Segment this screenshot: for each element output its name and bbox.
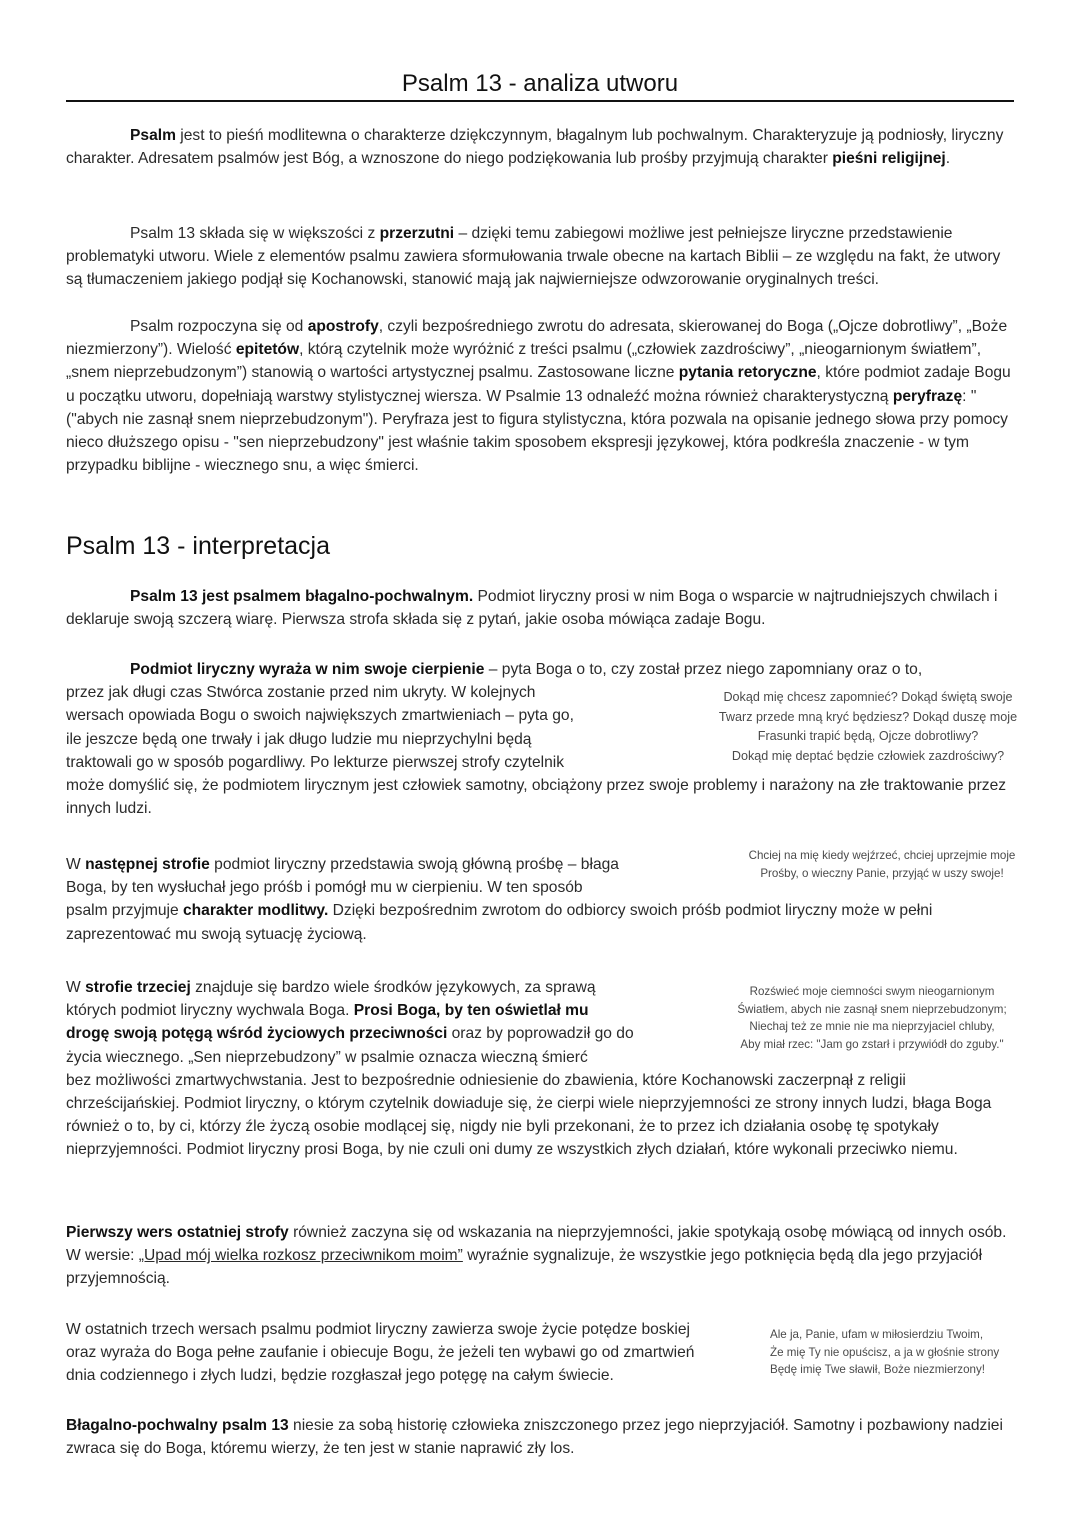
quote-line: Ale ja, Panie, ufam w miłosierdziu Twoim, [770, 1328, 984, 1341]
term-rhetorical-questions: pytania retoryczne [678, 364, 817, 382]
text: jest to pieśń modlitewna o charakterze dziękczynnym, błagalnym lub pochwalnym. Charakteryzuje ją podniosły, liryczny charakter. Adresatem psalmów jest Bóg, a wznoszone do niego podziękowania lub prośby przyjmują charakter [66, 127, 1004, 168]
paragraph-last-stanza [66, 1221, 1016, 1291]
text: , czyli bezpośredniego zwrotu do adresata, skierowanej do Boga („Ojcze dobrotliwy”, „Boże niezmierzony”). Wielość [66, 318, 1008, 359]
term-first-verse: Pierwszy wers ostatniej strofy [66, 1224, 289, 1241]
term-psalm-type: Psalm 13 jest psalmem błagalno-pochwalnym. [130, 588, 474, 605]
title-divider [66, 100, 1014, 102]
text: – dzięki temu zabiegowi możliwe jest pełniejsze liryczne przedstawienie problematyki utworu. Wiele z elementów psalmu zawiera sformułowania trwale obecne na kartach Biblii – ze względu na fakt, że utwory są tłumaczeniem jakiego podjął się Kochanowski, stanowić mają jak najwierniejsze odwzorowanie oryginalnych treści. [66, 225, 1001, 289]
text-line: traktowali go w sposób pogardliwy. Po lekturze pierwszej strofy czytelnik [66, 753, 565, 771]
section-heading: Psalm 13 - interpretacja [66, 532, 331, 560]
term-enjambment: przerzutni [379, 225, 455, 242]
paragraph-devices [66, 315, 1016, 477]
quote-line: Będę imię Twe sławił, Boże niezmierzony! [770, 1363, 986, 1376]
text: również zaczyna się od wskazania na nieprzyjemności, jakie spotykają osobę mówiącą od innych osób. W wersie: [66, 1224, 1007, 1265]
text: , które podmiot zadaje Bogu u początku utworu, dopełniają warstwy stylistycznej wiersza. W Psalmie 13 odnaleźć można również charakterystyczną [66, 364, 1011, 405]
quote-stanza-1 [688, 688, 1048, 766]
text-line: ile jeszcze będą one trwały i jak długo ludzie mu nieprzychylni będą [66, 730, 532, 748]
text-line: Boga, by ten wysłuchał jego próśb i pomógł mu w cierpieniu. W ten sposób [66, 879, 583, 897]
text-line: dnia codziennego i złych ludzi, będzie rozgłaszał jego potęgę na całym świecie. [66, 1367, 614, 1385]
term-apostrophe: apostrofy [307, 318, 379, 335]
quote-line: Niechaj też ze mnie nie ma nieprzyjaciel chluby, [749, 1020, 995, 1033]
term-epithets: epitetów [235, 341, 300, 359]
quote-line: Dokąd mię chcesz zapomnieć? Dokąd świętą swoje [723, 690, 1013, 704]
text-line: przez jak długi czas Stwórca zostanie przed nim ukryty. W kolejnych [66, 684, 536, 702]
text: których podmiot liryczny wychwala Boga. [66, 1002, 354, 1020]
quote-line: Prośby, o wieczny Panie, przyjąć w uszy swoje! [760, 867, 1004, 880]
text-block [66, 899, 1016, 945]
text: . [945, 150, 951, 168]
text-line [66, 658, 1026, 681]
quote-line: Dokąd mię deptać będzie człowiek zazdrościwy? [731, 748, 1005, 763]
quote-stanza-3 [702, 983, 1042, 1053]
quote-line: Frasunki trapić będą, Ojcze dobrotliwy? [757, 729, 979, 743]
text: Psalm rozpoczyna się od [130, 318, 308, 335]
paragraph-enjambment [66, 222, 1016, 292]
quote-line: Rozświeć moje ciemności swym nieogarnionym [749, 985, 995, 998]
text-line: W ostatnich trzech wersach psalmu podmiot liryczny zawierza swoje życie potędze boskiej [66, 1321, 691, 1338]
quote-line: Twarz przede mną kryć będziesz? Dokąd duszę moje [718, 709, 1018, 724]
text-line: oraz wyraża do Boga pełne zaufanie i obiecuje Bogu, że jeżeli ten wybawi go od zmartwień [66, 1344, 695, 1362]
quote-stanza-4 [770, 1326, 1045, 1379]
term-prayer: charakter modlitwy. [182, 902, 329, 920]
text-block: bez możliwości zmartwychwstania. Jest to bezpośrednie odniesienie do zbawienia, które Kochanowski zaczerpnął z religii chrześcijańskiej. Podmiot liryczny, o którym czytelnik dowiaduje się, że cierpi wiele nieprzyjemności ze strony innych ludzi, błaga Boga również o to, by ci, którzy źle życzą osobie modlącej się, nigdy nie byli przekonani, że to przez ich działania osobę tę spotykały nieprzyjemności. Podmiot liryczny prosi Boga, by nie czuli oni dumy ze wszystkich złych działań, które wykonali przeciwko niemu. [66, 1071, 992, 1159]
text: Psalm 13 składa się w większości z [130, 225, 380, 242]
term-summary: Błagalno-pochwalny psalm 13 [66, 1417, 289, 1434]
paragraph-type [66, 585, 1016, 631]
text: , którą czytelnik może wyróżnić z treści psalmu („człowiek zazdrościwy”, „nieogarnionym światłem”, „snem nieprzebudzonym”) stanowią o wartości artystycznej psalmu. Zastosowane liczne [66, 341, 982, 382]
text: wyraźnie sygnalizuje, że wszystkie jego potknięcia będą dla jego przyjaciół przyjemnością. [66, 1247, 983, 1288]
quote-line: Że mię Ty nie opuścisz, a ja w głośnie strony [770, 1345, 1000, 1359]
term-periphrasis: peryfrazę [892, 387, 963, 405]
quote-line: Światłem, abych nie zasnął snem nieprzebudzonym; [737, 1002, 1007, 1016]
term-psalm: Psalm [130, 127, 176, 144]
text-block: może domyślić się, że podmiotem lirycznym jest człowiek samotny, obciążony przez swoje problemy i narażony na złe traktowanie przez innych ludzi. [66, 777, 1007, 818]
term-suffering: Podmiot liryczny wyraża w nim swoje cierpienie [130, 661, 485, 678]
text: oraz by poprowadził go do [447, 1025, 634, 1043]
term-path-strength: drogę swoją potęgą wśród życiowych przeciwności [66, 1025, 448, 1043]
text: Dzięki bezpośrednim zwrotom do odbiorcy swoich próśb podmiot liryczny może w pełni zaprezentować mu swoją sytuację życiową. [66, 902, 933, 943]
text: – pyta Boga o to, czy został przez niego zapomniany oraz o to, [484, 661, 923, 678]
text-line: życia wiecznego. „Sen nieprzebudzony” w psalmie oznacza wieczną śmierć [66, 1048, 588, 1066]
quote-line: Chciej na mię kiedy wejźrzeć, chciej uprzejmie moje [748, 849, 1016, 862]
text: : "("abych nie zasnął snem nieprzebudzonym"). Peryfraza jest to figura stylistyczna, która pozwala na opisanie jednego słowa przy pomocy nieco dłuższego opisu - "sen nieprzebudzony" jest właśnie takim sposobem ekspresji językowej, która podkreśla znaczenie - w tym przypadku biblijne - wiecznego snu, a więc śmierci. [66, 387, 1008, 475]
term-third-stanza: strofie trzeciej [85, 979, 191, 996]
term-religious-song: pieśni religijnej [832, 150, 946, 168]
quoted-verse: „Upad mój wielka rozkosz przeciwnikom moim” [138, 1247, 463, 1265]
text: znajduje się bardzo wiele środków językowych, za sprawą [190, 979, 596, 996]
page-title: Psalm 13 - analiza utworu [401, 70, 679, 97]
text: W [66, 856, 86, 873]
quote-stanza-2 [722, 847, 1042, 883]
text-line: wersach opowiada Bogu o swoich największych zmartwieniach – pyta go, [66, 707, 574, 725]
text: Podmiot liryczny prosi w nim Boga o wsparcie w najtrudniejszych chwilach i deklaruje swoją szczerą wiarę. Pierwsza strofa składa się z pytań, jakie osoba mówiąca zadaje Bogu. [66, 588, 998, 629]
paragraph-definition [66, 124, 1016, 170]
quote-line: Aby miał rzec: "Jam go zstarł i przywiódł do zguby." [740, 1037, 1004, 1051]
term-next-stanza: następnej strofie [85, 856, 210, 873]
text: podmiot liryczny przedstawia swoją główną prośbę – błaga [209, 856, 619, 873]
paragraph-final-verses [66, 1318, 766, 1388]
paragraph-summary [66, 1414, 1016, 1460]
text: psalm przyjmuje [66, 902, 183, 920]
text: W [66, 979, 86, 996]
term-prays-light: Prosi Boga, by ten oświetlał mu [353, 1002, 589, 1020]
text: niesie za sobą historię człowieka zniszczonego przez jego nieprzyjaciół. Samotny i pozbawiony nadziei zwraca się do Boga, któremu wierzy, że ten jest w stanie naprawić zły los. [66, 1417, 1003, 1458]
